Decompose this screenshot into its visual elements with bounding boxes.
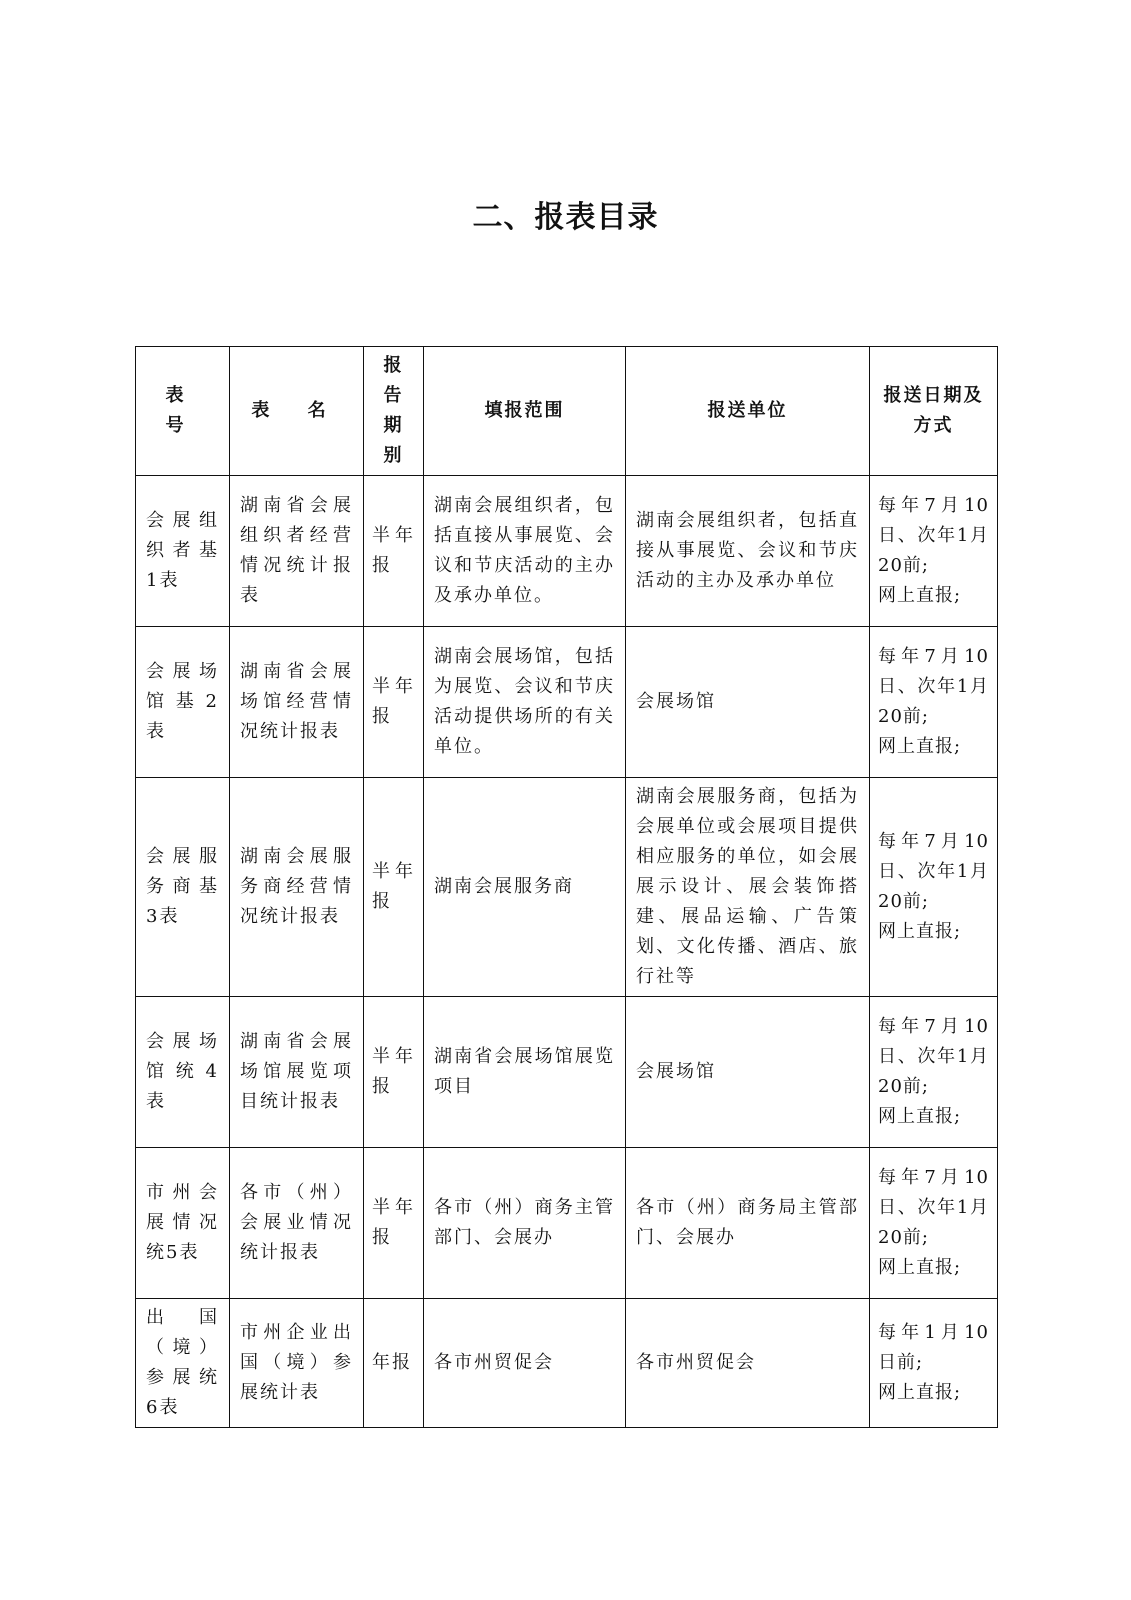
cell-form-no: 会展组织者基1表	[136, 476, 230, 627]
cell-date	[870, 1148, 998, 1299]
table-row	[136, 1148, 998, 1299]
table-header-row	[136, 347, 998, 476]
cell-period: 半年报	[364, 1148, 424, 1299]
date-text: 每年1月10日前;	[878, 1322, 989, 1373]
cell-scope: 湖南会展场馆，包括为展览、会议和节庆活动提供场所的有关单位。	[424, 627, 626, 778]
cell-form-no: 出国（境）参展统6表	[136, 1299, 230, 1428]
cell-scope: 湖南省会展场馆展览项目	[424, 997, 626, 1148]
cell-form-no: 会展服务商基3表	[136, 778, 230, 997]
cell-scope: 湖南会展服务商	[424, 778, 626, 997]
cell-form-no: 市州会展情况统5表	[136, 1148, 230, 1299]
cell-date	[870, 1299, 998, 1428]
cell-form-no: 会展场馆基2表	[136, 627, 230, 778]
cell-date	[870, 997, 998, 1148]
table-row	[136, 627, 998, 778]
report-catalog-table	[135, 346, 998, 1428]
cell-form-name: 各市（州）会展业情况统计报表	[230, 1148, 364, 1299]
method-text: 网上直报;	[878, 585, 962, 606]
table-row	[136, 997, 998, 1148]
cell-period: 半年报	[364, 997, 424, 1148]
cell-period: 半年报	[364, 627, 424, 778]
header-scope: 填报范围	[424, 347, 626, 476]
table-row	[136, 476, 998, 627]
cell-form-name: 湖南省会展组织者经营情况统计报表	[230, 476, 364, 627]
cell-date	[870, 627, 998, 778]
cell-period: 年报	[364, 1299, 424, 1428]
table-row	[136, 778, 998, 997]
table-row	[136, 1299, 998, 1428]
date-text: 每年7月10日、次年1月20前;	[878, 1016, 989, 1097]
cell-period: 半年报	[364, 476, 424, 627]
method-text: 网上直报;	[878, 921, 962, 942]
cell-unit: 各市（州）商务局主管部门、会展办	[626, 1148, 870, 1299]
method-text: 网上直报;	[878, 1257, 962, 1278]
header-date: 报送日期及方式	[870, 347, 998, 476]
method-text: 网上直报;	[878, 1382, 962, 1403]
cell-form-name: 湖南省会展场馆展览项目统计报表	[230, 997, 364, 1148]
header-period: 报告期别	[364, 347, 424, 476]
cell-form-name: 湖南会展服务商经营情况统计报表	[230, 778, 364, 997]
date-text: 每年7月10日、次年1月20前;	[878, 831, 989, 912]
cell-unit: 湖南会展组织者，包括直接从事展览、会议和节庆活动的主办及承办单位	[626, 476, 870, 627]
cell-unit: 会展场馆	[626, 997, 870, 1148]
cell-form-name: 湖南省会展场馆经营情况统计报表	[230, 627, 364, 778]
method-text: 网上直报;	[878, 1106, 962, 1127]
cell-form-no: 会展场馆统4表	[136, 997, 230, 1148]
cell-form-name: 市州企业出国（境）参展统计表	[230, 1299, 364, 1428]
header-form-no: 表 号	[136, 347, 230, 476]
date-text: 每年7月10日、次年1月20前;	[878, 1167, 989, 1248]
cell-unit: 会展场馆	[626, 627, 870, 778]
date-text: 每年7月10日、次年1月20前;	[878, 646, 989, 727]
cell-date	[870, 778, 998, 997]
cell-scope: 湖南会展组织者，包括直接从事展览、会议和节庆活动的主办及承办单位。	[424, 476, 626, 627]
cell-unit: 湖南会展服务商，包括为会展单位或会展项目提供相应服务的单位，如会展展示设计、展会装饰搭建、展品运输、广告策划、文化传播、酒店、旅行社等	[626, 778, 870, 997]
date-text: 每年7月10日、次年1月20前;	[878, 495, 989, 576]
method-text: 网上直报;	[878, 736, 962, 757]
header-form-name: 表 名	[230, 347, 364, 476]
cell-scope: 各市（州）商务主管部门、会展办	[424, 1148, 626, 1299]
page-title: 二、报表目录	[472, 200, 659, 235]
cell-date	[870, 476, 998, 627]
cell-scope: 各市州贸促会	[424, 1299, 626, 1428]
cell-unit: 各市州贸促会	[626, 1299, 870, 1428]
cell-period: 半年报	[364, 778, 424, 997]
header-unit: 报送单位	[626, 347, 870, 476]
